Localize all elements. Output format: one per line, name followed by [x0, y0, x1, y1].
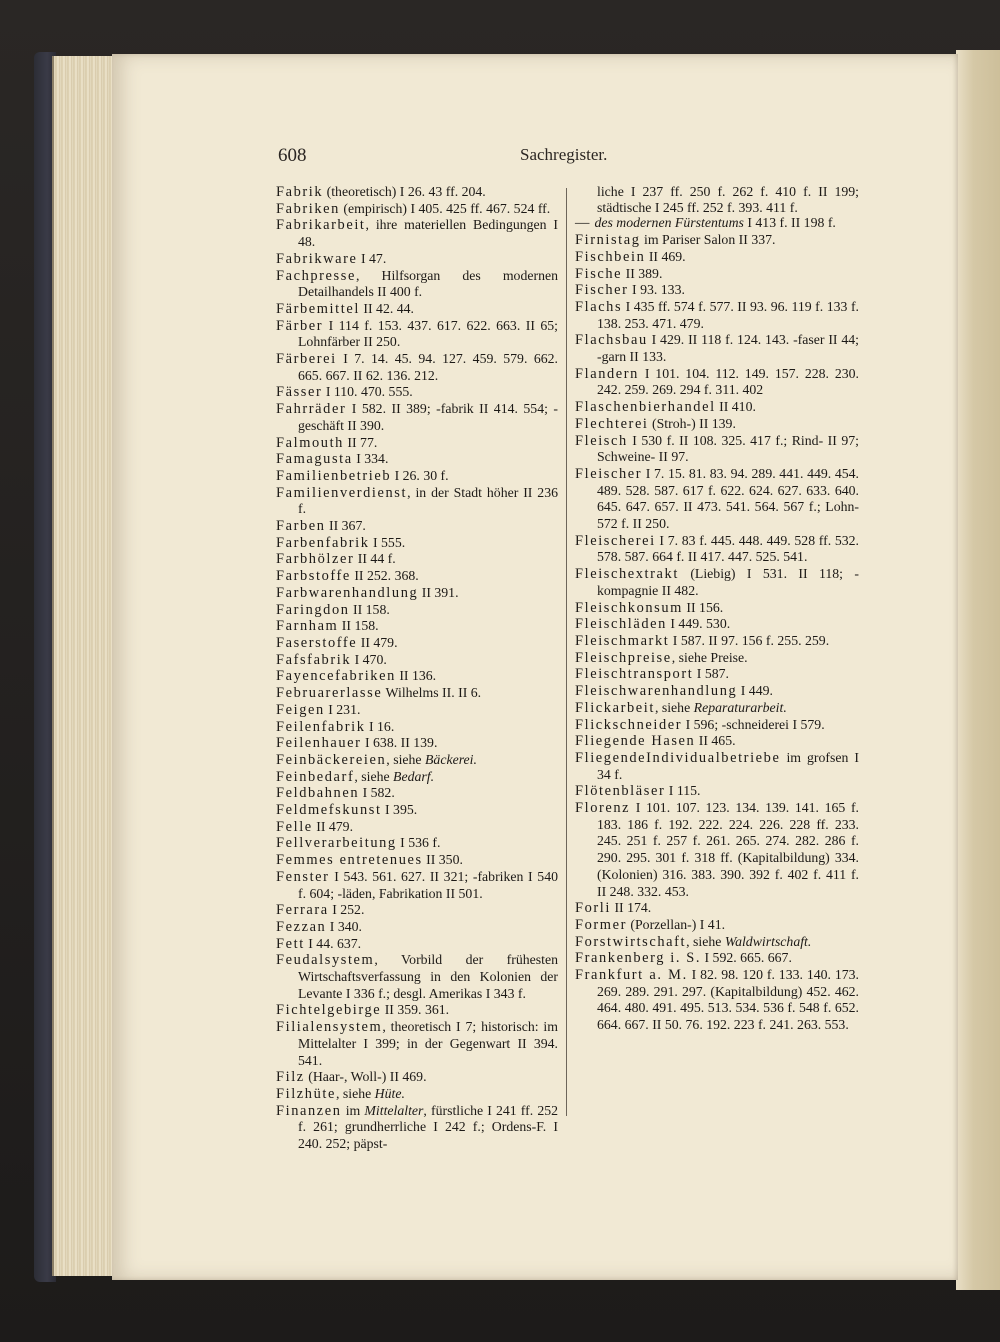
- entry-locators: , theoretisch I 7; historisch: im Mittelalter I 399; in der Gegenwart II 394. 541.: [298, 1019, 558, 1068]
- entry-term: Flachs: [575, 298, 623, 315]
- entry-locators: I 596; -schneiderei I 579.: [682, 716, 825, 732]
- index-entry: [575, 783, 859, 800]
- entry-locators: II 469.: [645, 248, 686, 264]
- index-entry: [276, 551, 558, 568]
- entry-term: Felle: [276, 818, 313, 835]
- entry-term: Femmes entretenues: [276, 852, 423, 869]
- entry-locators: (Stroh-) II 139.: [648, 415, 736, 431]
- entry-term: Färber: [276, 317, 324, 334]
- entry-locators: I 115.: [665, 783, 701, 799]
- entry-term: Familienbetrieb: [276, 467, 392, 484]
- entry-locators: II 367.: [325, 518, 366, 534]
- entry-term: Flaschenbierhandel: [575, 399, 716, 416]
- entry-locators: I 47.: [357, 250, 387, 266]
- entry-term: Fässer: [276, 384, 323, 401]
- entry-locators: I 587. II 97. 156 f. 255. 259.: [669, 632, 830, 648]
- index-entry: [575, 433, 859, 466]
- entry-locators: II 42. 44.: [359, 300, 414, 316]
- entry-term: Fachpresse: [276, 267, 356, 284]
- index-entry: [276, 485, 558, 518]
- entry-term: Flachsbau: [575, 332, 648, 349]
- entry-locators: (theoretisch) I 26. 43 ff. 204.: [323, 184, 486, 199]
- entry-term: Fezzan: [276, 918, 327, 935]
- index-entry: [276, 936, 558, 953]
- entry-reference: Bäckerei.: [425, 751, 477, 767]
- entry-locators: II 136.: [395, 668, 437, 684]
- entry-locators: I 231.: [324, 701, 361, 717]
- index-entry: [276, 585, 558, 602]
- entry-term: Fische: [575, 265, 623, 282]
- entry-term: Fett: [276, 935, 305, 952]
- entry-term: Flickarbeit: [575, 699, 655, 716]
- entry-locators: , siehe: [686, 933, 725, 949]
- entry-locators: II 158.: [349, 601, 390, 617]
- entry-locators: I 395.: [381, 802, 418, 818]
- entry-term: Feldmefskunst: [276, 802, 382, 819]
- entry-locators: I 7. 14. 45. 94. 127. 459. 579. 662. 665. 667. II 62. 136. 212.: [298, 351, 558, 383]
- index-entry: [276, 919, 558, 936]
- entry-term: Fleischkonsum: [575, 599, 683, 616]
- entry-locators: I 252.: [328, 902, 365, 918]
- index-entry: [276, 752, 558, 769]
- entry-locators: im Pariser Salon II 337.: [640, 232, 776, 248]
- entry-term: Feigen: [276, 701, 325, 718]
- entry-reference: des modernen Fürstentums: [594, 215, 744, 231]
- index-entry: [276, 802, 558, 819]
- entry-locators: (Liebig) I 531. II 118; -kompagnie II 482.: [597, 566, 859, 598]
- index-entry: [276, 518, 558, 535]
- index-entry: [575, 917, 859, 934]
- index-entry: [276, 1086, 558, 1103]
- index-entry: [575, 249, 859, 266]
- entry-locators: II 158.: [338, 618, 379, 634]
- entry-locators: , siehe: [335, 1085, 375, 1101]
- index-entry: [276, 451, 558, 468]
- entry-locators: , Vorbild der frühesten Wirtschaftsverfassung in den Kolonien der Levante I 336 f.; desgl. Amerikas I 343 f.: [298, 952, 558, 1001]
- entry-term: Feldbahnen: [276, 785, 360, 802]
- entry-locators: I 536 f.: [396, 835, 441, 851]
- index-entry: [276, 384, 558, 401]
- entry-term: Faringdon: [276, 601, 350, 618]
- index-entry: [276, 635, 558, 652]
- entry-locators: I 16.: [365, 718, 395, 734]
- entry-term: Familienverdienst: [276, 484, 408, 501]
- entry-term: Firnistag: [575, 232, 641, 249]
- entry-locators: I 93. 133.: [628, 282, 685, 298]
- entry-locators: I 429. II 118 f. 124. 143. -faser II 44; -garn II 133.: [597, 332, 859, 365]
- entry-term: Flickschneider: [575, 716, 683, 733]
- index-entry: [276, 401, 558, 434]
- entry-term: Feinbäckereien: [276, 751, 387, 768]
- entry-locators: I 530 f. II 108. 325. 417 f.; Rind- II 97; Schweine- II 97.: [597, 432, 859, 465]
- page-stack-edge: [52, 56, 120, 1276]
- entry-locators: I 592. 665. 667.: [701, 950, 792, 966]
- entry-reference: Waldwirtschaft.: [724, 933, 812, 949]
- entry-locators: Wilhelms II. II 6.: [382, 685, 482, 701]
- entry-term: Filzhüte: [276, 1085, 336, 1102]
- index-entry: [575, 232, 859, 249]
- entry-term: Fabrik: [276, 184, 324, 200]
- column-divider: [566, 188, 567, 1116]
- entry-term: Feilenhauer: [276, 735, 362, 752]
- entry-locators: I 435 ff. 574 f. 577. II 93. 96. 119 f. 133 f. 138. 253. 471. 479.: [597, 298, 859, 331]
- entry-locators: I 82. 98. 120 f. 133. 140. 173. 269. 289. 291. 297. (Kapitalbildung) 452. 462. 464. 480. 491. 495. 513. 534. 536 f. 548 f. 652. 664. 667. II 50. 76. 192. 223 f. 241. 263. 553.: [597, 967, 859, 1033]
- entry-term: Fabrikware: [276, 250, 358, 267]
- entry-term: Forstwirtschaft: [575, 933, 687, 950]
- index-entry: [575, 666, 859, 683]
- index-entry: [276, 301, 558, 318]
- entry-reference: Reparaturarbeit.: [693, 699, 787, 715]
- index-entry: [276, 785, 558, 802]
- entry-term: Fleischextrakt: [575, 566, 679, 583]
- index-entry: [575, 266, 859, 283]
- index-entry: [575, 566, 859, 599]
- entry-term: Fabrikarbeit: [276, 217, 366, 234]
- entry-term: Fleischläden: [575, 616, 667, 633]
- entry-locators: , Hilfsorgan des modernen Detailhandels II 400 f.: [298, 267, 558, 300]
- entry-locators: II 479.: [357, 634, 398, 650]
- entry-locators: I 7. 83 f. 445. 448. 449. 528 ff. 532. 578. 587. 664 f. II 417. 447. 525. 541.: [597, 532, 859, 565]
- entry-locators: II 410.: [715, 399, 756, 415]
- index-entry: [276, 952, 558, 1002]
- entry-locators: II 465.: [695, 733, 736, 749]
- index-entry: [575, 299, 859, 332]
- entry-term: Flötenbläser: [575, 783, 666, 800]
- entry-term: Fleischer: [575, 465, 643, 482]
- next-page-edge: [956, 50, 1000, 1290]
- entry-term: FliegendeIndividualbetriebe: [575, 749, 781, 766]
- entry-locators: I 582.: [359, 785, 395, 801]
- entry-continuation: liche I 237 ff. 250 f. 262 f. 410 f. II 199; städtische I 245 ff. 252 f. 393. 411 f.: [597, 184, 859, 215]
- entry-term: Fischbein: [575, 248, 646, 265]
- index-entry: [575, 466, 859, 533]
- entry-locators-tail: I 413 f. II 198 f.: [743, 215, 836, 231]
- index-entry: [575, 700, 859, 717]
- entry-term: Falmouth: [276, 434, 344, 451]
- index-entry: [276, 735, 558, 752]
- entry-locators: II 350.: [422, 852, 463, 868]
- index-entry: [575, 616, 859, 633]
- index-entry: [575, 332, 859, 365]
- entry-locators: II 77.: [343, 434, 378, 450]
- index-entry: [575, 399, 859, 416]
- entry-locators: II 479.: [312, 818, 354, 834]
- entry-locators: , ihre materiellen Bedingungen I 48.: [298, 217, 558, 250]
- entry-locators: (Porzellan-) I 41.: [626, 916, 726, 932]
- entry-locators-tail: , fürstliche I 241 ff. 252 f. 261; grundherrliche I 242 f.; Ordens-F. I 240. 252; päpst-: [298, 1102, 559, 1152]
- index-entry: [276, 201, 558, 218]
- entry-locators: , siehe: [386, 751, 425, 767]
- entry-locators: II 252. 368.: [350, 568, 419, 584]
- entry-term: Farbenfabrik: [276, 534, 370, 551]
- entry-locators: (empirisch) I 405. 425 ff. 467. 524 ff.: [339, 200, 551, 216]
- index-entry: [276, 568, 558, 585]
- index-entry: [575, 366, 859, 399]
- entry-locators: I 114 f. 153. 437. 617. 622. 663. II 65; Lohnfärber II 250.: [298, 317, 558, 350]
- page-header: [278, 145, 848, 169]
- index-entry: [276, 535, 558, 552]
- entry-term: Fleisch: [575, 432, 628, 449]
- index-entry: [575, 900, 859, 917]
- entry-term: Fabriken: [276, 200, 340, 217]
- entry-reference: Bedarf.: [393, 768, 435, 784]
- index-entry: [575, 750, 859, 783]
- entry-locators: II 44 f.: [354, 551, 396, 567]
- entry-locators: I 449. 530.: [666, 616, 731, 632]
- entry-locators: I 334.: [352, 451, 389, 467]
- entry-locators: , in der Stadt höher II 236 f.: [298, 484, 558, 517]
- index-entry: [276, 902, 558, 919]
- index-entry: [575, 600, 859, 617]
- index-entry: [276, 819, 558, 836]
- entry-term: Februarerlasse: [276, 685, 383, 702]
- entry-term: Forli: [575, 900, 611, 917]
- index-column-left: [276, 184, 558, 1153]
- index-entry: [575, 633, 859, 650]
- entry-term: Feinbedarf: [276, 768, 355, 785]
- entry-term: Fischer: [575, 282, 629, 299]
- entry-locators: II 174.: [611, 900, 652, 916]
- index-entry: [276, 1069, 558, 1086]
- entry-locators: I 7. 15. 81. 83. 94. 289. 441. 449. 454. 489. 528. 587. 617 f. 622. 624. 627. 633. 640. 645. 647. 657. II 473. 541. 564. 567 f.; Lohn- 572 f. II 250.: [597, 465, 859, 532]
- index-entry: [575, 683, 859, 700]
- entry-term: Farbhölzer: [276, 551, 355, 568]
- entry-term: Feudalsystem: [276, 952, 375, 969]
- index-entry: [276, 702, 558, 719]
- index-entry: [276, 251, 558, 268]
- entry-term: Färbemittel: [276, 300, 360, 317]
- entry-term: Frankenberg i. S.: [575, 950, 702, 967]
- index-entry: [276, 602, 558, 619]
- entry-term: Fichtelgebirge: [276, 1002, 382, 1019]
- index-entry: [276, 852, 558, 869]
- entry-term: Fleischwarenhandlung: [575, 683, 738, 700]
- index-entry: [575, 717, 859, 734]
- index-entry: [276, 351, 558, 384]
- entry-locators: II 156.: [682, 599, 724, 615]
- entry-locators: I 26. 30 f.: [391, 467, 449, 483]
- entry-term: Fleischtransport: [575, 666, 694, 683]
- entry-reference: Hüte.: [374, 1085, 405, 1101]
- index-column-right: [575, 184, 859, 1034]
- index-entry: [276, 1019, 558, 1069]
- entry-locators: , siehe Preise.: [671, 649, 748, 665]
- entry-locators: I 101. 104. 112. 149. 157. 228. 230. 242. 259. 269. 294 f. 311. 402: [597, 365, 859, 398]
- index-entry: [276, 869, 558, 902]
- index-entry: [276, 318, 558, 351]
- index-entry: [276, 468, 558, 485]
- index-entry: [276, 217, 558, 250]
- index-entry: [575, 950, 859, 967]
- index-entry: [276, 835, 558, 852]
- index-entry: [575, 800, 859, 900]
- entry-term: Farnham: [276, 618, 339, 635]
- index-entry: [575, 416, 859, 433]
- entry-term: Filz: [276, 1069, 305, 1086]
- index-entry: [575, 215, 859, 232]
- entry-term: Fleischpreise: [575, 649, 672, 666]
- index-entry: [276, 184, 558, 201]
- index-entry: [276, 769, 558, 786]
- index-entry: [575, 282, 859, 299]
- entry-locators: , siehe: [654, 699, 694, 715]
- entry-locators: I 340.: [326, 918, 362, 934]
- page-number: 608: [278, 145, 307, 166]
- entry-term: Frankfurt a. M.: [575, 967, 688, 984]
- entry-term: Ferrara: [276, 902, 329, 919]
- entry-term: Fleischerei: [575, 532, 656, 549]
- index-entry: [276, 268, 558, 301]
- entry-term: Finanzen: [276, 1102, 342, 1119]
- index-entry: [276, 719, 558, 736]
- entry-locators: II 391.: [418, 584, 459, 600]
- entry-locators: I 543. 561. 627. II 321; -fabriken I 540 f. 604; -läden, Fabrikation II 501.: [298, 868, 558, 901]
- index-entry: [276, 1002, 558, 1019]
- entry-reference: Mittelalter: [364, 1102, 424, 1118]
- index-entry: [575, 650, 859, 667]
- entry-term: Famagusta: [276, 451, 353, 468]
- entry-term: Flandern: [575, 365, 639, 382]
- entry-locators: I 110. 470. 555.: [322, 384, 413, 400]
- index-entry: [276, 685, 558, 702]
- entry-term: Färberei: [276, 351, 337, 368]
- entry-term: —: [575, 215, 591, 232]
- entry-term: Fayencefabriken: [276, 668, 396, 685]
- entry-term: Flechterei: [575, 415, 649, 432]
- entry-term: Florenz: [575, 800, 631, 817]
- entry-locators: II 359. 361.: [381, 1002, 450, 1018]
- index-entry: [575, 967, 859, 1034]
- index-entry: [276, 668, 558, 685]
- entry-locators: (Haar-, Woll-) II 469.: [304, 1069, 427, 1085]
- index-entry: [276, 652, 558, 669]
- index-entry: [575, 733, 859, 750]
- entry-term: Fafsfabrik: [276, 651, 352, 668]
- entry-locators: I 101. 107. 123. 134. 139. 141. 165 f. 183. 186 f. 192. 222. 224. 226. 228 ff. 233. 245. 251 f. 257 f. 261. 265. 274. 282. 286 f. 290. 295. 301 f. 318 ff. (Kapitalbildung) 334. (Kolonien) 316. 383. 390. 392 f. 402 f. 411 f. II 248. 332. 453.: [597, 800, 859, 899]
- entry-locators: im: [341, 1102, 365, 1118]
- entry-term: Filialensystem: [276, 1019, 383, 1036]
- entry-term: Farbstoffe: [276, 568, 351, 585]
- entry-term: Former: [575, 916, 627, 933]
- entry-term: Farbwarenhandlung: [276, 584, 419, 601]
- index-entry: [276, 1103, 558, 1153]
- entry-term: Fliegende Hasen: [575, 733, 696, 750]
- entry-term: Feilenfabrik: [276, 718, 366, 735]
- entry-term: Fleischmarkt: [575, 632, 670, 649]
- entry-term: Faserstoffe: [276, 634, 358, 651]
- entry-locators: , siehe: [354, 768, 394, 784]
- entry-term: Fenster: [276, 868, 330, 885]
- running-head: Sachregister.: [520, 145, 608, 164]
- entry-term: Fahrräder: [276, 401, 347, 418]
- entry-locators: II 389.: [622, 265, 663, 281]
- entry-locators: im grofsen I 34 f.: [597, 749, 859, 782]
- entry-locators: I 555.: [369, 534, 406, 550]
- entry-locators: I 44. 637.: [304, 935, 362, 951]
- index-entry: [276, 435, 558, 452]
- entry-locators: I 582. II 389; -fabrik II 414. 554; -geschäft II 390.: [298, 401, 558, 433]
- entry-term: Fellverarbeitung: [276, 835, 397, 852]
- index-entry: [575, 184, 859, 215]
- index-entry: [575, 934, 859, 951]
- entry-locators: I 470.: [351, 651, 387, 667]
- index-entry: [276, 618, 558, 635]
- entry-locators: I 587.: [693, 666, 729, 682]
- index-entry: [575, 533, 859, 566]
- entry-term: Farben: [276, 518, 326, 535]
- entry-locators: I 638. II 139.: [361, 735, 438, 751]
- entry-locators: I 449.: [737, 683, 773, 699]
